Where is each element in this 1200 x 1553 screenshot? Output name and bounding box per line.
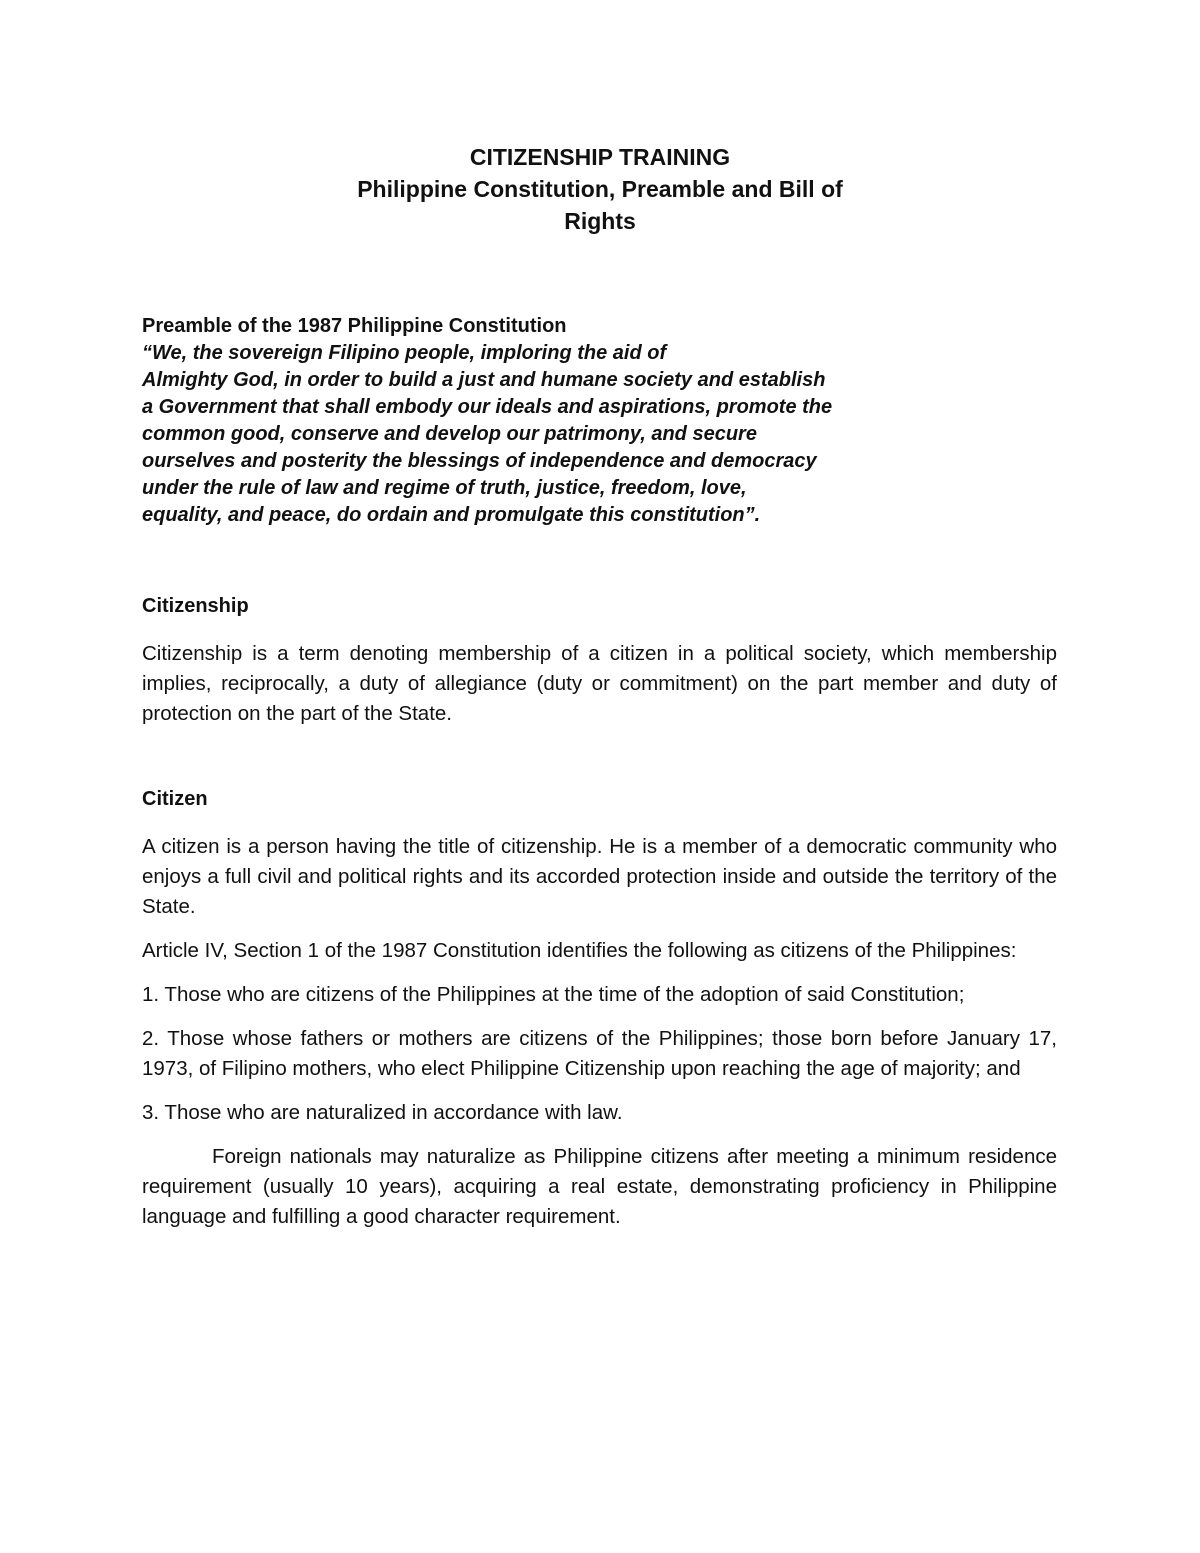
preamble-line: under the rule of law and regime of truth, justice, freedom, love, bbox=[142, 477, 747, 499]
preamble-quote bbox=[142, 340, 1057, 529]
document-subtitle-line-2: Rights bbox=[564, 208, 636, 234]
preamble-line: a Government that shall embody our ideals and aspirations, promote the bbox=[142, 396, 833, 418]
citizenship-paragraph: Citizenship is a term denoting membership of a citizen in a political society, which membership implies, reciprocally, a duty of allegiance (duty or commitment) on the part member and duty of protection on the part of the State. bbox=[142, 642, 1057, 725]
preamble-line: equality, and peace, do ordain and promulgate this constitution”. bbox=[142, 504, 761, 526]
citizenship-section bbox=[142, 592, 1057, 729]
preamble-heading: Preamble of the 1987 Philippine Constitution bbox=[142, 315, 567, 337]
citizen-list-item-3: 3. Those who are naturalized in accordance with law. bbox=[142, 1101, 623, 1124]
citizen-definition-paragraph: A citizen is a person having the title of citizenship. He is a member of a democratic community who enjoys a full civil and political rights and its accorded protection inside and outside the territory of the State. bbox=[142, 835, 1057, 918]
naturalization-paragraph: Foreign nationals may naturalize as Philippine citizens after meeting a minimum residence requirement (usually 10 years), acquiring a real estate, demonstrating proficiency in Philippine language and fulfilling a good character requirement. bbox=[142, 1145, 1057, 1228]
preamble-line: Almighty God, in order to build a just and humane society and establish bbox=[142, 369, 826, 391]
citizen-heading: Citizen bbox=[142, 788, 208, 810]
citizen-list-item-1: 1. Those who are citizens of the Philippines at the time of the adoption of said Constitution; bbox=[142, 983, 965, 1006]
document-title: CITIZENSHIP TRAINING bbox=[469, 144, 731, 170]
citizen-list-item-2: 2. Those whose fathers or mothers are citizens of the Philippines; those born before January 17, 1973, of Filipino mothers, who elect Philippine Citizenship upon reaching the age of majority; and bbox=[142, 1027, 1057, 1080]
preamble-line: “We, the sovereign Filipino people, imploring the aid of bbox=[142, 342, 667, 364]
citizenship-heading: Citizenship bbox=[142, 595, 249, 617]
article-intro-paragraph: Article IV, Section 1 of the 1987 Constitution identifies the following as citizens of the Philippines: bbox=[142, 939, 1017, 962]
citizen-section bbox=[142, 785, 1057, 1246]
preamble-line: common good, conserve and develop our patrimony, and secure bbox=[142, 423, 757, 445]
preamble-line: ourselves and posterity the blessings of independence and democracy bbox=[142, 450, 817, 472]
document-subtitle-line-1: Philippine Constitution, Preamble and Bill of bbox=[357, 176, 843, 202]
document-header bbox=[0, 141, 1200, 237]
preamble-section bbox=[142, 312, 1057, 529]
